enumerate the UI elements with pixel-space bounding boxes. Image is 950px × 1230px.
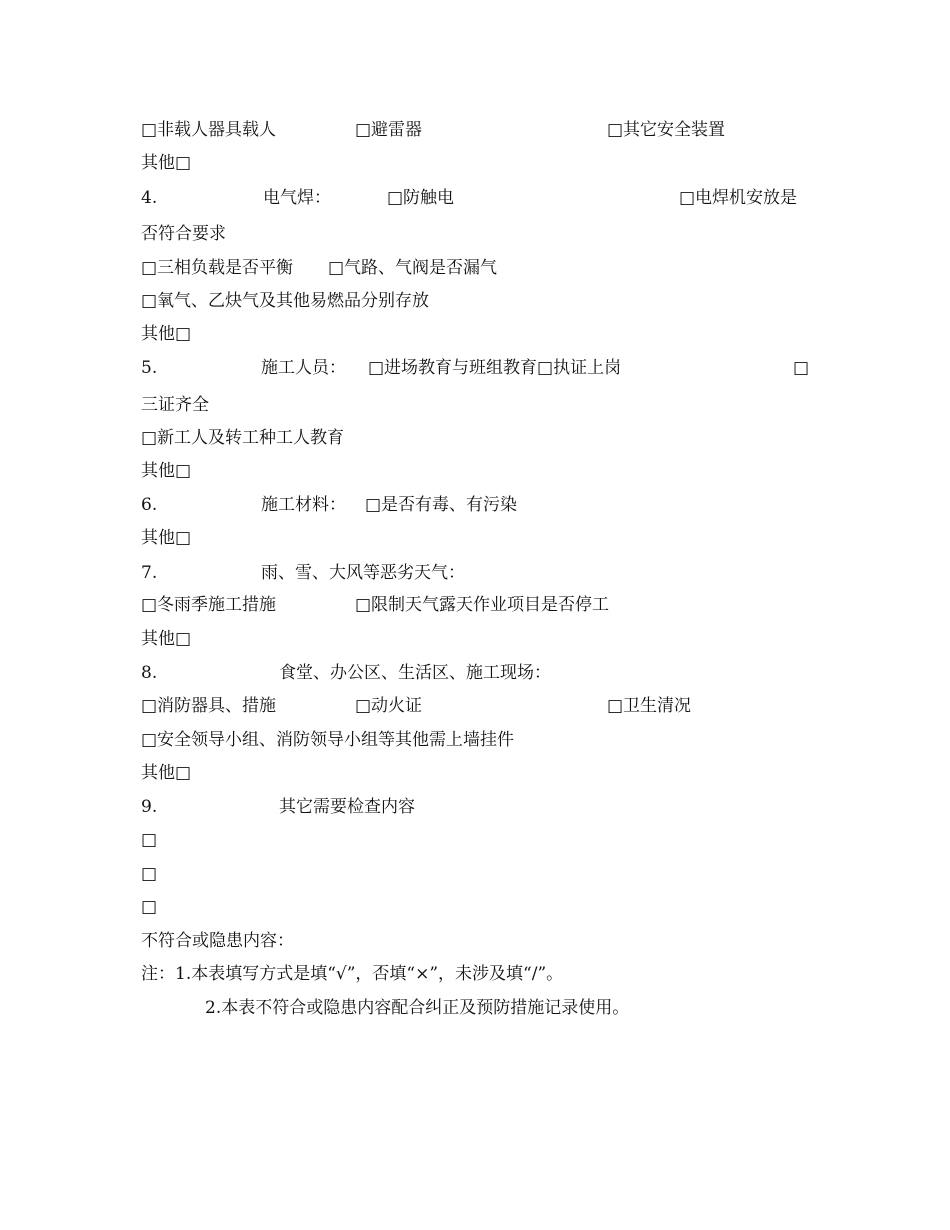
section-title: 雨、雪、大风等恶劣天气： (261, 563, 465, 583)
section-title: 施工人员： (261, 358, 346, 378)
section-number: 5. (141, 358, 158, 378)
section-title: 其它需要检查内容 (279, 797, 415, 817)
checkbox-item-toxic-pollution[interactable]: □是否有毒、有污染 (365, 495, 518, 515)
section-title: 电气焊： (263, 188, 331, 208)
checkbox-item-other-safety-devices[interactable]: □其它安全装置 (607, 120, 726, 140)
section-number: 4. (141, 188, 158, 208)
checkbox-item-gas-leak[interactable]: □气路、气阀是否漏气 (328, 258, 498, 278)
nonconformity-label: 不符合或隐患内容： (141, 931, 294, 951)
checkbox-item-lightning-arrester[interactable]: □避雷器 (355, 120, 423, 140)
checkbox-blank[interactable]: □ (141, 830, 158, 850)
note-text: 2.本表不符合或隐患内容配合纠正及预防措施记录使用。 (205, 998, 630, 1018)
checkbox-other[interactable]: 其他□ (141, 528, 192, 548)
section-number: 7. (141, 563, 158, 583)
checkbox-item-winter-rain-measures[interactable]: □冬雨季施工措施 (141, 595, 277, 615)
checkbox-item-outdoor-work-stop[interactable]: □限制天气露天作业项目是否停工 (355, 595, 610, 615)
checkbox-item-anti-electric-shock[interactable]: □防触电 (387, 188, 455, 208)
section-number: 9. (141, 797, 158, 817)
continuation-text: 三证齐全 (141, 395, 209, 415)
note-text: 注：1.本表填写方式是填“√”，否填“×”，未涉及填“/”。 (141, 964, 564, 984)
section-number: 6. (141, 495, 158, 515)
checkbox-other[interactable]: 其他□ (141, 153, 192, 173)
section-title: 施工材料： (261, 495, 346, 515)
checkbox-item-three-phase-load[interactable]: □三相负载是否平衡 (141, 258, 294, 278)
checkbox-item-three-certificates[interactable]: □ (793, 358, 810, 378)
checkbox-other[interactable]: 其他□ (141, 629, 192, 649)
checkbox-item-site-education[interactable]: □进场教育与班组教育□执证上岗 (368, 358, 622, 378)
continuation-text: 否符合要求 (141, 224, 226, 244)
checkbox-item-fire-equipment[interactable]: □消防器具、措施 (141, 696, 277, 716)
checkbox-item-welder-placement[interactable]: □电焊机安放是 (679, 188, 798, 208)
checkbox-item-hygiene[interactable]: □卫生清况 (607, 696, 692, 716)
checkbox-item-wall-postings[interactable]: □安全领导小组、消防领导小组等其他需上墙挂件 (141, 730, 515, 750)
checkbox-blank[interactable]: □ (141, 897, 158, 917)
checkbox-blank[interactable]: □ (141, 864, 158, 884)
section-number: 8. (141, 663, 158, 683)
checkbox-other[interactable]: 其他□ (141, 324, 192, 344)
section-title: 食堂、办公区、生活区、施工现场： (279, 663, 551, 683)
checkbox-other[interactable]: 其他□ (141, 763, 192, 783)
checkbox-item-hot-work-permit[interactable]: □动火证 (355, 696, 423, 716)
checkbox-item-unmanned-lift[interactable]: □非载人器具载人 (141, 120, 277, 140)
checkbox-other[interactable]: 其他□ (141, 461, 192, 481)
checkbox-item-separate-storage[interactable]: □氧气、乙炔气及其他易燃品分别存放 (141, 291, 430, 311)
checkbox-item-new-worker-education[interactable]: □新工人及转工种工人教育 (141, 428, 345, 448)
